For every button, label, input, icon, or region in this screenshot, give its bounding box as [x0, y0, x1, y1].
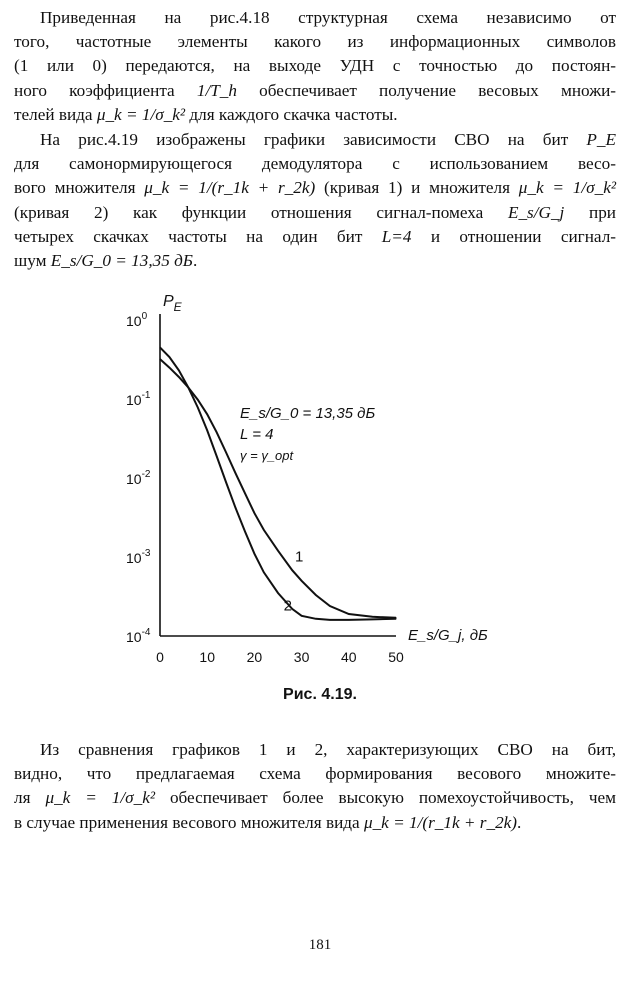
- curve-1-point: [315, 594, 316, 595]
- p2-line-5: [14, 225, 616, 249]
- x-tick-label: 0: [156, 649, 164, 665]
- series-label-2: 2: [283, 597, 293, 615]
- curve-2-point: [178, 370, 179, 371]
- p3-line-1: Из сравнения графиков 1 и 2, характеризующих СВО на бит,: [40, 740, 616, 759]
- formula-mu-sigma-2: μ_k = 1/σ_k²: [518, 178, 616, 198]
- x-tick-label: 40: [341, 649, 357, 665]
- curve-2-point: [197, 407, 198, 408]
- chart-curves: [159, 347, 396, 621]
- curve-2-point: [159, 347, 160, 348]
- figure-caption: Рис. 4.19.: [283, 686, 357, 703]
- curve-2-point: [207, 430, 208, 431]
- p3-line-4-a: в случае применения весового множителя вида: [14, 812, 364, 832]
- p2-line-4-a: (кривая 2) как функции отношения сигнал-помеха: [14, 202, 508, 222]
- curve-1-point: [225, 452, 226, 453]
- curve-1-point: [277, 550, 278, 551]
- p1-line-5: [14, 103, 616, 127]
- formula-mu-r: μ_k = 1/(r_1k + r_2k): [144, 178, 316, 198]
- p2-line-5-c: и отношении сигнал-: [411, 226, 617, 246]
- y-tick-label: $10^{-1}$: [126, 390, 151, 408]
- p1-line-4: [14, 79, 616, 103]
- curve-2-point: [188, 387, 189, 388]
- p2-line-3-a: вого множителя: [14, 178, 145, 198]
- p1-line-4-a: ного коэффициента: [14, 80, 197, 100]
- curve-2-point: [315, 618, 316, 619]
- p2-line-1-a: На рис.4.19 изображены графики зависимости СВО на бит: [40, 130, 587, 149]
- curve-1-point: [216, 432, 217, 433]
- p2-line-1: [14, 128, 616, 152]
- p1-line-5-b: для каждого скачка частоты.: [185, 104, 398, 124]
- curve-1-point: [348, 613, 349, 614]
- curve-2-point: [395, 618, 396, 619]
- curve-2-point: [277, 592, 278, 593]
- curve-2-point: [216, 455, 217, 456]
- curve-1-point: [301, 580, 302, 581]
- p2-line-6-c: .: [192, 251, 198, 271]
- chart-annotation: L = 4: [240, 426, 274, 443]
- formula-es-g0: E_s/G_0 = 13,35 дБ: [50, 251, 193, 271]
- p3-line-3-a: ля: [14, 788, 46, 808]
- x-tick-label: 50: [388, 649, 404, 665]
- curve-1-point: [254, 512, 255, 513]
- formula-pe: P_E: [586, 130, 616, 149]
- curve-1: [160, 359, 396, 618]
- p1-line-1: Приведенная на рис.4.18 структурная схема независимо от: [40, 8, 616, 27]
- curve-2-point: [254, 553, 255, 554]
- p2-line-4-c: при: [564, 202, 616, 222]
- curve-1-point: [372, 616, 373, 617]
- curve-1-point: [244, 493, 245, 494]
- p1-line-4-b: обеспечивает получение весовых множи-: [236, 80, 616, 100]
- curve-2-point: [372, 619, 373, 620]
- formula-1-over-th: 1/T_h: [196, 80, 237, 100]
- x-axis-label: E_s/G_j, дБ: [408, 627, 488, 644]
- curve-1-point: [263, 529, 264, 530]
- x-tick-label: 10: [199, 649, 215, 665]
- p2-line-6-a: шум: [14, 251, 51, 271]
- curve-2: [160, 347, 396, 620]
- paragraph-3: [14, 738, 616, 835]
- figure-4-19: [0, 280, 640, 680]
- formula-mu-sigma: μ_k = 1/σ_k²: [96, 104, 186, 124]
- p2-line-5-a: четырех скачках частоты на один бит: [14, 226, 382, 246]
- y-tick-label: $10^{-4}$: [126, 627, 151, 645]
- curve-1-point: [197, 399, 198, 400]
- chart-annotation: γ = γ_opt: [240, 448, 294, 463]
- chart-annotation: E_s/G_0 = 13,35 дБ: [240, 405, 376, 422]
- curve-2-point: [301, 615, 302, 616]
- chart-axes: [160, 314, 396, 636]
- p2-line-6: [14, 249, 616, 273]
- paragraph-1: [14, 6, 616, 127]
- x-tick-label: 20: [246, 649, 263, 665]
- formula-l4: L=4: [381, 226, 412, 246]
- curve-1-point: [178, 376, 179, 377]
- p1-line-3: (1 или 0) передаются, на выходе УДН с точностью до постоян-: [14, 56, 616, 76]
- curve-1-point: [159, 358, 160, 359]
- curve-1-point: [329, 605, 330, 606]
- p3-line-2: видно, что предлагаемая схема формирования весового множите-: [14, 764, 616, 784]
- p2-line-2: для самонормирующегося демодулятора с использованием весо-: [14, 154, 616, 174]
- formula-es-gj: E_s/G_j: [507, 202, 565, 222]
- p2-line-3-c: (кривая 1) и множителя: [315, 178, 519, 198]
- p1-line-5-a: телей вида: [14, 104, 97, 124]
- curve-2-point: [244, 531, 245, 532]
- curve-2-point: [329, 619, 330, 620]
- curve-1-point: [169, 367, 170, 368]
- p2-line-3: [14, 176, 616, 200]
- p3-line-3: [14, 786, 616, 810]
- y-axis-label: $P_E$: [163, 293, 182, 314]
- formula-mu-r-2: μ_k = 1/(r_1k + r_2k): [363, 812, 518, 832]
- paragraph-2: [14, 128, 616, 273]
- formula-mu-sigma-3: μ_k = 1/σ_k²: [45, 788, 155, 808]
- p3-line-3-c: обеспечивает более высокую помехоустойчивость, чем: [155, 788, 616, 808]
- curve-2-point: [225, 482, 226, 483]
- chart-labels: [126, 293, 488, 665]
- y-tick-label: $10^{-2}$: [126, 469, 151, 487]
- curve-1-point: [292, 570, 293, 571]
- page-number: 181: [308, 937, 332, 953]
- curve-2-point: [169, 356, 170, 357]
- p2-line-4: [14, 201, 616, 225]
- p3-line-4-c: .: [517, 812, 522, 832]
- p3-line-4: [14, 811, 616, 835]
- series-label-1: 1: [294, 548, 304, 566]
- p1-line-2: того, частотные элементы какого из информационных символов: [14, 32, 616, 52]
- curve-1-point: [207, 414, 208, 415]
- y-tick-label: $10^0$: [126, 311, 148, 329]
- curve-1-point: [235, 473, 236, 474]
- x-tick-label: 30: [293, 649, 310, 665]
- curve-2-point: [263, 572, 264, 573]
- y-tick-label: $10^{-3}$: [126, 548, 151, 566]
- curve-2-point: [348, 619, 349, 620]
- curve-2-point: [235, 507, 236, 508]
